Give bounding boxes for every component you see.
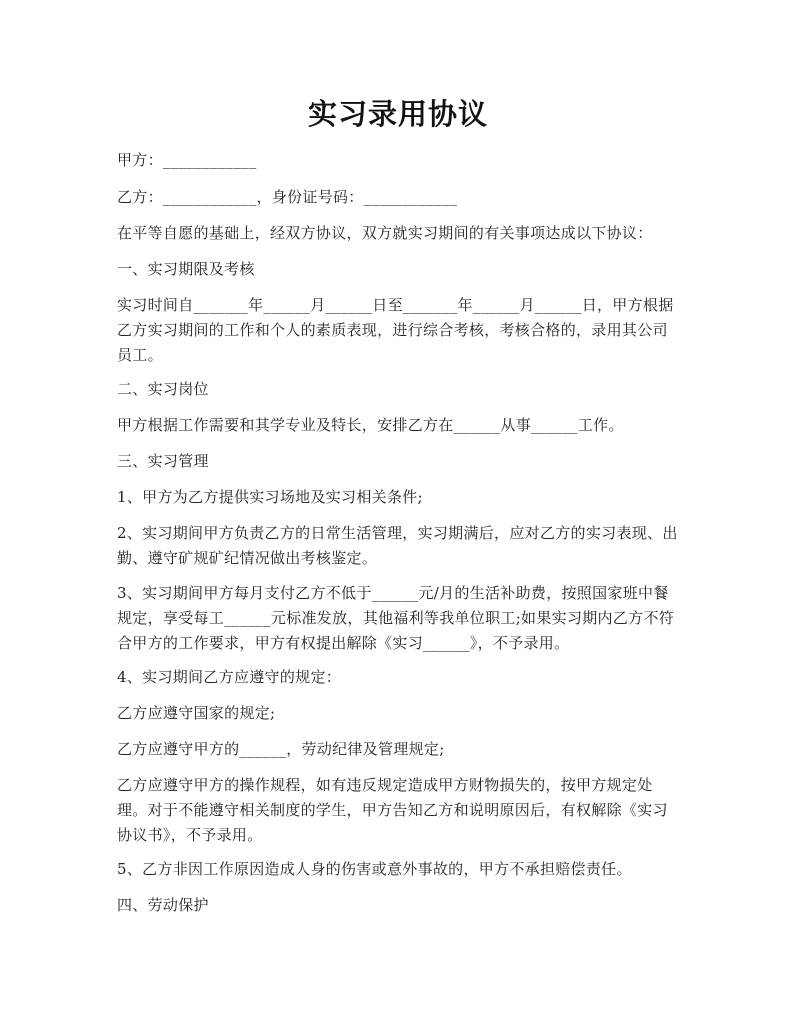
clause-2: 2、实习期间甲方负责乙方的日常生活管理，实习期满后，应对乙方的实习表现、出勤、遵守矿规矿纪情况做出考核鉴定。 — [117, 524, 678, 567]
section-4-heading: 四、劳动保护 — [117, 896, 209, 914]
clause-4-b: 乙方应遵守甲方的______，劳动纪律及管理规定; — [117, 740, 445, 758]
section-3-heading: 三、实习管理 — [117, 452, 209, 470]
clause-4: 4、实习期间乙方应遵守的规定： — [117, 668, 342, 686]
clause-3: 3、实习期间甲方每月支付乙方不低于______元/月的生活补助费，按照国家班中餐规定，享受每工______元标准发放，其他福利等我单位职工;如果实习期内乙方不符合甲方的工作要求，甲方有权提出解除《实习______》，不予录用。 — [117, 584, 675, 652]
clause-5: 5、乙方非因工作原因造成人身的伤害或意外事故的，甲方不承担赔偿责任。 — [117, 860, 632, 878]
clause-4-a: 乙方应遵守国家的规定; — [117, 704, 276, 722]
section-2-heading: 二、实习岗位 — [117, 380, 209, 398]
document-title: 实习录用协议 — [307, 97, 488, 131]
intro-paragraph: 在平等自愿的基础上，经双方协议，双方就实习期间的有关事项达成以下协议： — [117, 224, 653, 242]
section-1-heading: 一、实习期限及考核 — [117, 260, 255, 278]
party-a-line: 甲方：____________ — [117, 151, 257, 169]
clause-4-c: 乙方应遵守甲方的操作规程，如有违反规定造成甲方财物损失的，按甲方规定处理。对于不能遵守相关制度的学生，甲方告知乙方和说明原因后，有权解除《实习协议书》，不予录用。 — [117, 776, 668, 844]
section-2-paragraph: 甲方根据工作需要和其学专业及特长，安排乙方在______从事______工作。 — [117, 416, 624, 434]
clause-1: 1、甲方为乙方提供实习场地及实习相关条件; — [117, 488, 423, 506]
section-1-paragraph: 实习时间自_______年______月______日至_______年______月______日，甲方根据乙方实习期间的工作和个人的素质表现，进行综合考核，考核合格的，录用其公司员工。 — [117, 296, 674, 364]
party-b-line: 乙方：____________，身份证号码：____________ — [117, 188, 458, 206]
